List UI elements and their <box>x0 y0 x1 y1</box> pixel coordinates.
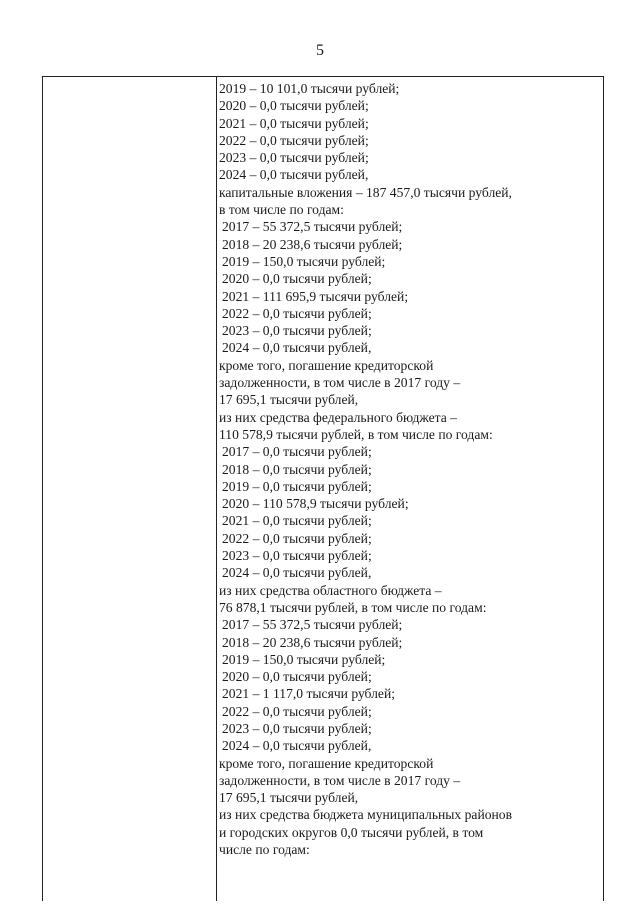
funding-line: 2021 – 1 117,0 тысячи рублей; <box>222 686 396 702</box>
funding-line: 2017 – 0,0 тысячи рублей; <box>222 444 372 460</box>
funding-line: 2017 – 55 372,5 тысячи рублей; <box>222 617 403 633</box>
funding-line: задолженности, в том числе в 2017 году – <box>219 375 461 391</box>
funding-line: 2019 – 0,0 тысячи рублей; <box>222 478 372 494</box>
funding-line: 2020 – 110 578,9 тысячи рублей; <box>222 496 409 512</box>
funding-line: 2023 – 0,0 тысячи рублей; <box>222 548 372 564</box>
funding-line: 76 878,1 тысячи рублей, в том числе по годам: <box>219 599 487 615</box>
funding-line: 2024 – 0,0 тысячи рублей, <box>222 340 372 356</box>
funding-line: 17 695,1 тысячи рублей, <box>219 392 359 408</box>
funding-line: 2018 – 20 238,6 тысячи рублей; <box>222 634 403 650</box>
funding-line: 2018 – 0,0 тысячи рублей; <box>222 461 372 477</box>
funding-line: из них средства федерального бюджета – <box>219 409 457 425</box>
funding-line: 2019 – 150,0 тысячи рублей; <box>222 651 386 667</box>
funding-line: 110 578,9 тысячи рублей, в том числе по годам: <box>219 426 493 442</box>
funding-line: кроме того, погашение кредиторской <box>219 755 434 771</box>
column-divider <box>216 77 217 901</box>
funding-line: в том числе по годам: <box>219 202 344 218</box>
funding-line: 2022 – 0,0 тысячи рублей; <box>222 530 372 546</box>
funding-line: 2019 – 10 101,0 тысячи рублей; <box>219 81 400 96</box>
funding-line: 2017 – 55 372,5 тысячи рублей; <box>222 219 403 235</box>
funding-cell <box>219 80 599 858</box>
funding-line: числе по годам: <box>219 842 310 858</box>
funding-line: 2022 – 0,0 тысячи рублей; <box>219 132 369 148</box>
funding-line: из них средства областного бюджета – <box>219 582 442 598</box>
funding-line: 2023 – 0,0 тысячи рублей; <box>222 720 372 736</box>
funding-line: 2018 – 20 238,6 тысячи рублей; <box>222 236 403 252</box>
funding-line: 17 695,1 тысячи рублей, <box>219 790 359 806</box>
funding-line: 2020 – 0,0 тысячи рублей; <box>219 98 369 114</box>
funding-line: капитальные вложения – 187 457,0 тысячи рублей, <box>219 184 512 200</box>
funding-line: 2022 – 0,0 тысячи рублей; <box>222 305 372 321</box>
funding-line: 2021 – 0,0 тысячи рублей; <box>219 115 369 131</box>
program-table <box>42 76 604 901</box>
funding-line: 2020 – 0,0 тысячи рублей; <box>222 669 372 685</box>
funding-line: задолженности, в том числе в 2017 году – <box>219 772 461 788</box>
funding-line: 2020 – 0,0 тысячи рублей; <box>222 271 372 287</box>
funding-line: кроме того, погашение кредиторской <box>219 357 434 373</box>
funding-line: 2022 – 0,0 тысячи рублей; <box>222 703 372 719</box>
funding-line: 2021 – 111 695,9 тысячи рублей; <box>222 288 409 304</box>
funding-line: из них средства бюджета муниципальных районов <box>219 807 513 823</box>
funding-line: 2021 – 0,0 тысячи рублей; <box>222 513 372 529</box>
funding-line: 2019 – 150,0 тысячи рублей; <box>222 253 386 269</box>
funding-line: 2023 – 0,0 тысячи рублей; <box>219 150 369 166</box>
funding-line: и городских округов 0,0 тысячи рублей, в том <box>219 824 484 840</box>
page-number: 5 <box>316 42 324 59</box>
funding-line: 2024 – 0,0 тысячи рублей, <box>219 167 369 183</box>
funding-line: 2024 – 0,0 тысячи рублей, <box>222 738 372 754</box>
funding-line: 2024 – 0,0 тысячи рублей, <box>222 565 372 581</box>
funding-line: 2023 – 0,0 тысячи рублей; <box>222 323 372 339</box>
